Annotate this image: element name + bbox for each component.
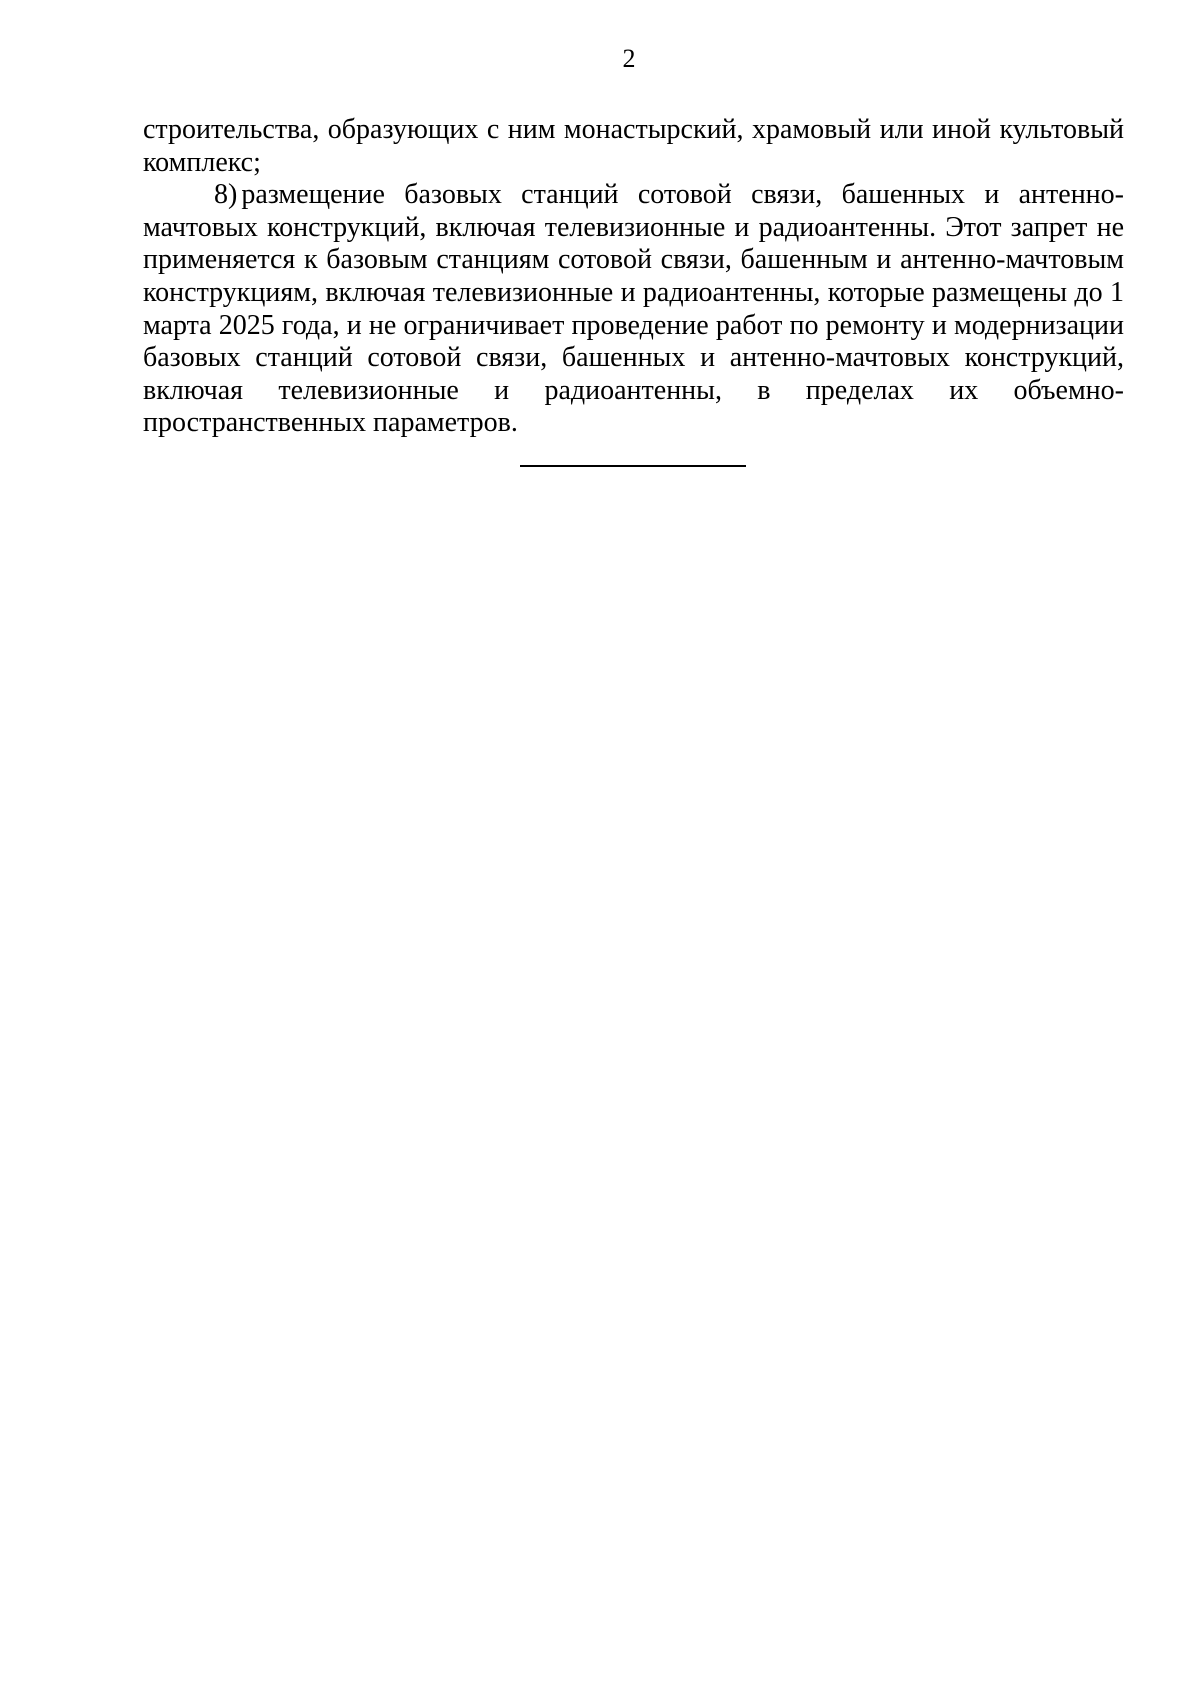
item-number: 8) (214, 179, 238, 211)
paragraph-continuation: строительства, образующих с ним монастырский, храмовый или иной культовый комплекс; (143, 114, 1124, 178)
page-number: 2 (622, 44, 636, 73)
end-of-document-rule (520, 465, 746, 467)
paragraph-item-8 (143, 179, 1124, 440)
item-text: размещение базовых станций сотовой связи, башенных и антенно-мачтовых конструкций, включая телевизионные и радиоантенны. Этот запрет не применяется к базовым станциям сотовой связи, башенным и антенно-мачтовым конструкциям, включая телевизионные и радиоантенны, которые размещены до 1 марта 2025 года, и не ограничивает проведение работ по ремонту и модернизации базовых станций сотовой связи, башенных и антенно-мачтовых конструкций, включая телевизионные и радиоантенны, в пределах их объемно- пространственных параметров. (143, 179, 1124, 439)
document-body (143, 114, 1124, 440)
